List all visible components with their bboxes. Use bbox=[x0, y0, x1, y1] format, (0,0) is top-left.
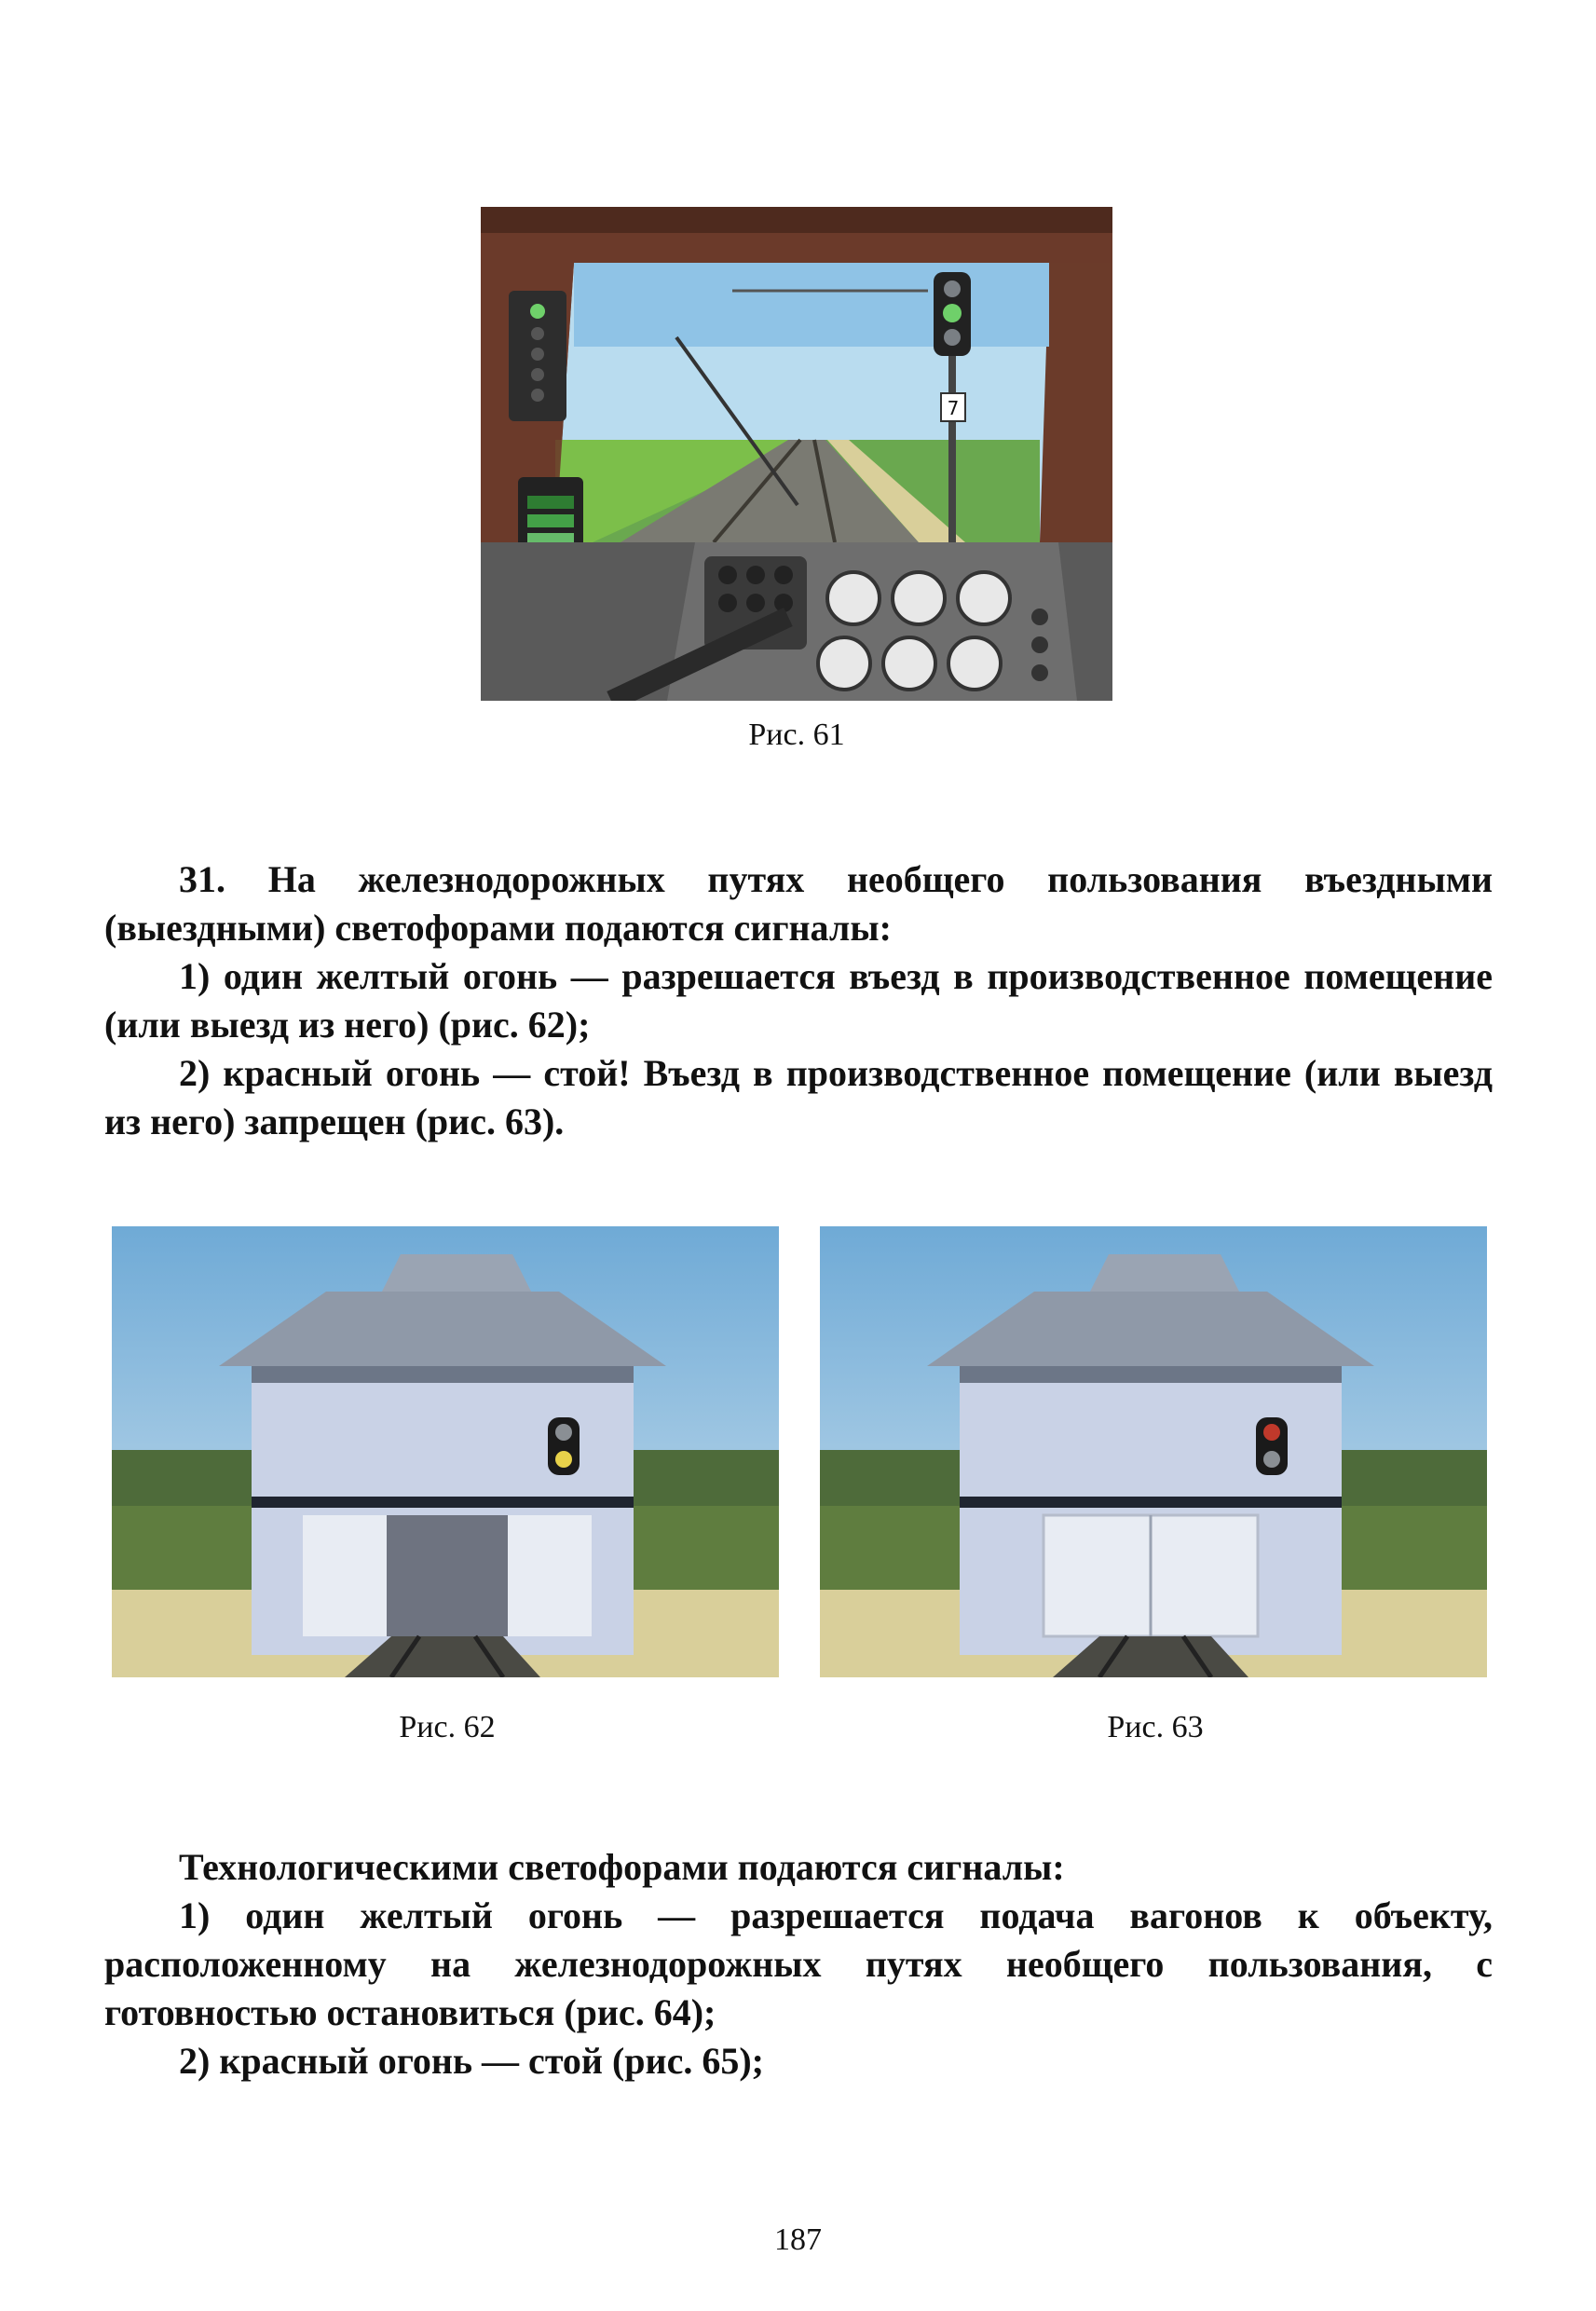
fig63-signal-red bbox=[1263, 1424, 1280, 1441]
tech-signals-item-2: 2) красный огонь — стой (рис. 65); bbox=[179, 2040, 764, 2082]
figure-63-building-red bbox=[820, 1226, 1487, 1677]
tech-signals-item-1: 1) один желтый огонь — разрешается подача вагонов к объекту, расположенному на железнодорожных путях необщего пользования, с готовностью остановиться (рис. 64); bbox=[104, 1894, 1493, 2033]
fig62-signal-yellow bbox=[555, 1451, 572, 1468]
tech-signals-intro: Технологическими светофорами подаются сигналы: bbox=[179, 1846, 1065, 1888]
page-number: 187 bbox=[774, 2222, 822, 2257]
figure-62-caption: Рис. 62 bbox=[399, 1710, 496, 1744]
figure-61-caption: Рис. 61 bbox=[748, 718, 845, 752]
tech-signals-text bbox=[104, 1843, 1493, 2085]
figure-63-caption: Рис. 63 bbox=[1107, 1710, 1204, 1744]
cab-signal-light-green bbox=[943, 304, 962, 322]
cab-view-illustration bbox=[481, 207, 1112, 701]
section-31-intro: 31. На железнодорожных путях необщего пользования въездными (выездными) светофорами подаются сигналы: bbox=[104, 858, 1493, 949]
building-red-illustration bbox=[820, 1226, 1487, 1677]
cab-signal-light-top bbox=[944, 280, 961, 297]
figure-61-cab-view bbox=[481, 207, 1112, 701]
section-31-item-1: 1) один желтый огонь — разрешается въезд в производственное помещение (или выезд из него) (рис. 62); bbox=[104, 955, 1493, 1046]
section-31-item-2: 2) красный огонь — стой! Въезд в производственное помещение (или выезд из него) запрещен (рис. 63). bbox=[104, 1052, 1493, 1142]
cab-signal-light-bottom bbox=[944, 329, 961, 346]
fig62-signal-top bbox=[555, 1424, 572, 1441]
signal-plate-number: 7 bbox=[947, 397, 960, 419]
fig63-signal-bottom bbox=[1263, 1451, 1280, 1468]
building-yellow-illustration bbox=[112, 1226, 779, 1677]
figure-62-building-yellow bbox=[112, 1226, 779, 1677]
section-31-text bbox=[104, 855, 1493, 1146]
